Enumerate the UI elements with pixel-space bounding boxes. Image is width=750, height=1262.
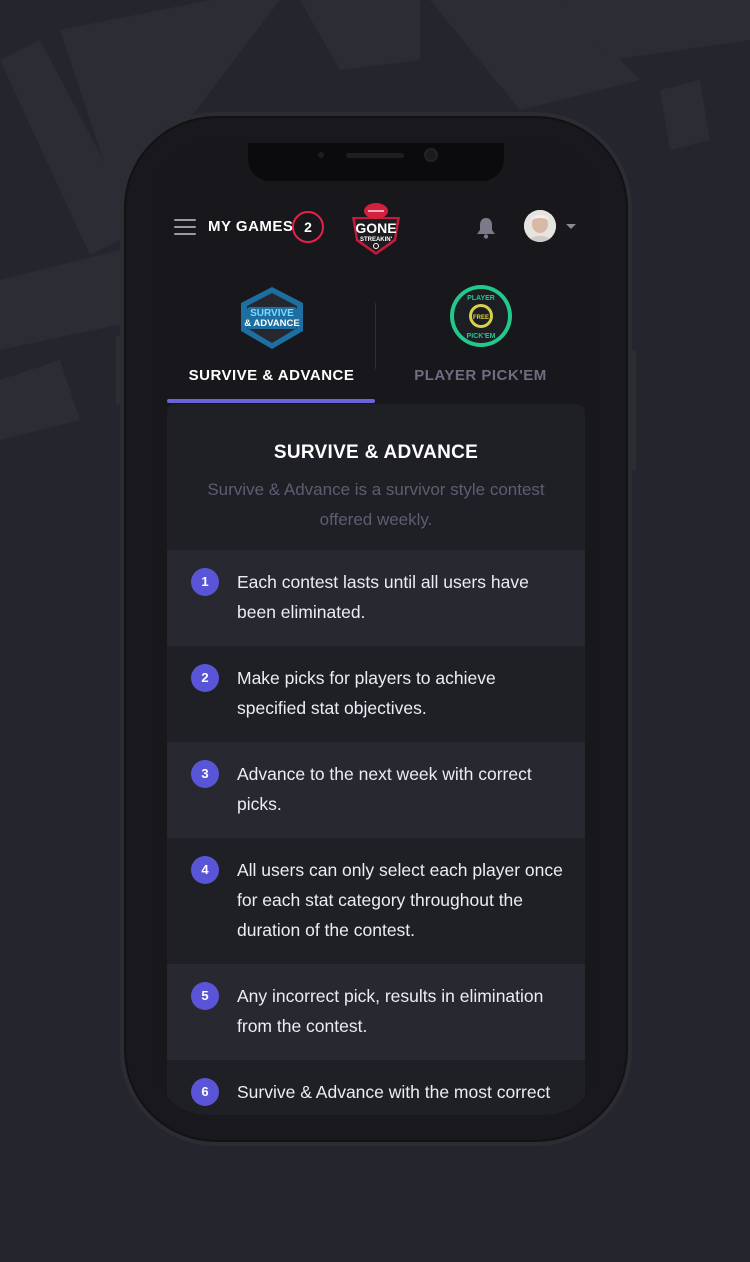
games-count-badge[interactable]: 2	[292, 211, 324, 243]
game-mode-tabs	[167, 283, 585, 405]
badge-text-free: FREE	[472, 315, 490, 321]
list-item	[167, 838, 585, 964]
phone-power-button	[632, 350, 636, 470]
chevron-down-icon[interactable]	[566, 224, 576, 229]
tab-label-player-pickem: PLAYER PICK'EM	[414, 367, 547, 384]
my-games-link[interactable]: MY GAMES	[208, 218, 294, 235]
user-avatar[interactable]	[524, 210, 556, 242]
phone-volume-up	[116, 255, 120, 325]
step-number-badge: 2	[191, 664, 219, 692]
rule-text: All users can only select each player once for each stat category throughout the duration of the contest.	[237, 860, 563, 940]
rules-title: SURVIVE & ADVANCE	[273, 442, 479, 463]
logo-text-gone: GONE	[355, 220, 397, 236]
list-item	[167, 964, 585, 1060]
active-tab-indicator	[167, 399, 375, 403]
step-number-badge: 6	[191, 1078, 219, 1106]
step-number-badge: 3	[191, 760, 219, 788]
app-header	[152, 201, 600, 257]
badge-text-pickem: PICK'EM	[466, 333, 496, 340]
step-number-badge: 4	[191, 856, 219, 884]
tab-label-survive-advance: SURVIVE & ADVANCE	[188, 367, 355, 384]
phone-mute-switch	[116, 210, 120, 228]
survive-advance-badge-icon	[235, 283, 309, 357]
rule-text: Survive & Advance with the most correct	[237, 1082, 551, 1102]
list-item	[167, 742, 585, 838]
badge-text-survive: SURVIVE	[250, 308, 294, 319]
notification-bell-icon[interactable]	[476, 217, 496, 239]
rule-text: Advance to the next week with correct picks.	[237, 764, 532, 814]
tab-player-pickem[interactable]	[376, 283, 585, 405]
hamburger-menu-icon[interactable]	[174, 219, 196, 235]
gone-streakin-logo[interactable]	[346, 201, 406, 257]
rule-text: Make picks for players to achieve specified stat objectives.	[237, 668, 496, 718]
list-item	[167, 646, 585, 742]
badge-text-player: PLAYER	[467, 295, 495, 302]
step-number-badge: 5	[191, 982, 219, 1010]
rule-text: Each contest lasts until all users have been eliminated.	[237, 572, 529, 622]
list-item	[167, 1060, 585, 1115]
tab-survive-advance[interactable]	[167, 283, 376, 405]
phone-notch	[248, 143, 504, 181]
player-pickem-badge-icon	[444, 283, 518, 357]
rule-text: Any incorrect pick, results in elimination from the contest.	[237, 986, 544, 1036]
phone-screen	[152, 143, 600, 1115]
phone-volume-down	[116, 335, 120, 405]
list-item	[167, 550, 585, 646]
rules-card	[167, 404, 585, 1115]
logo-text-streakin: STREAKIN'	[359, 237, 393, 243]
step-number-badge: 1	[191, 568, 219, 596]
rules-subtitle: Survive & Advance is a survivor style contest offered weekly.	[207, 480, 545, 529]
badge-text-advance: & ADVANCE	[244, 318, 300, 329]
